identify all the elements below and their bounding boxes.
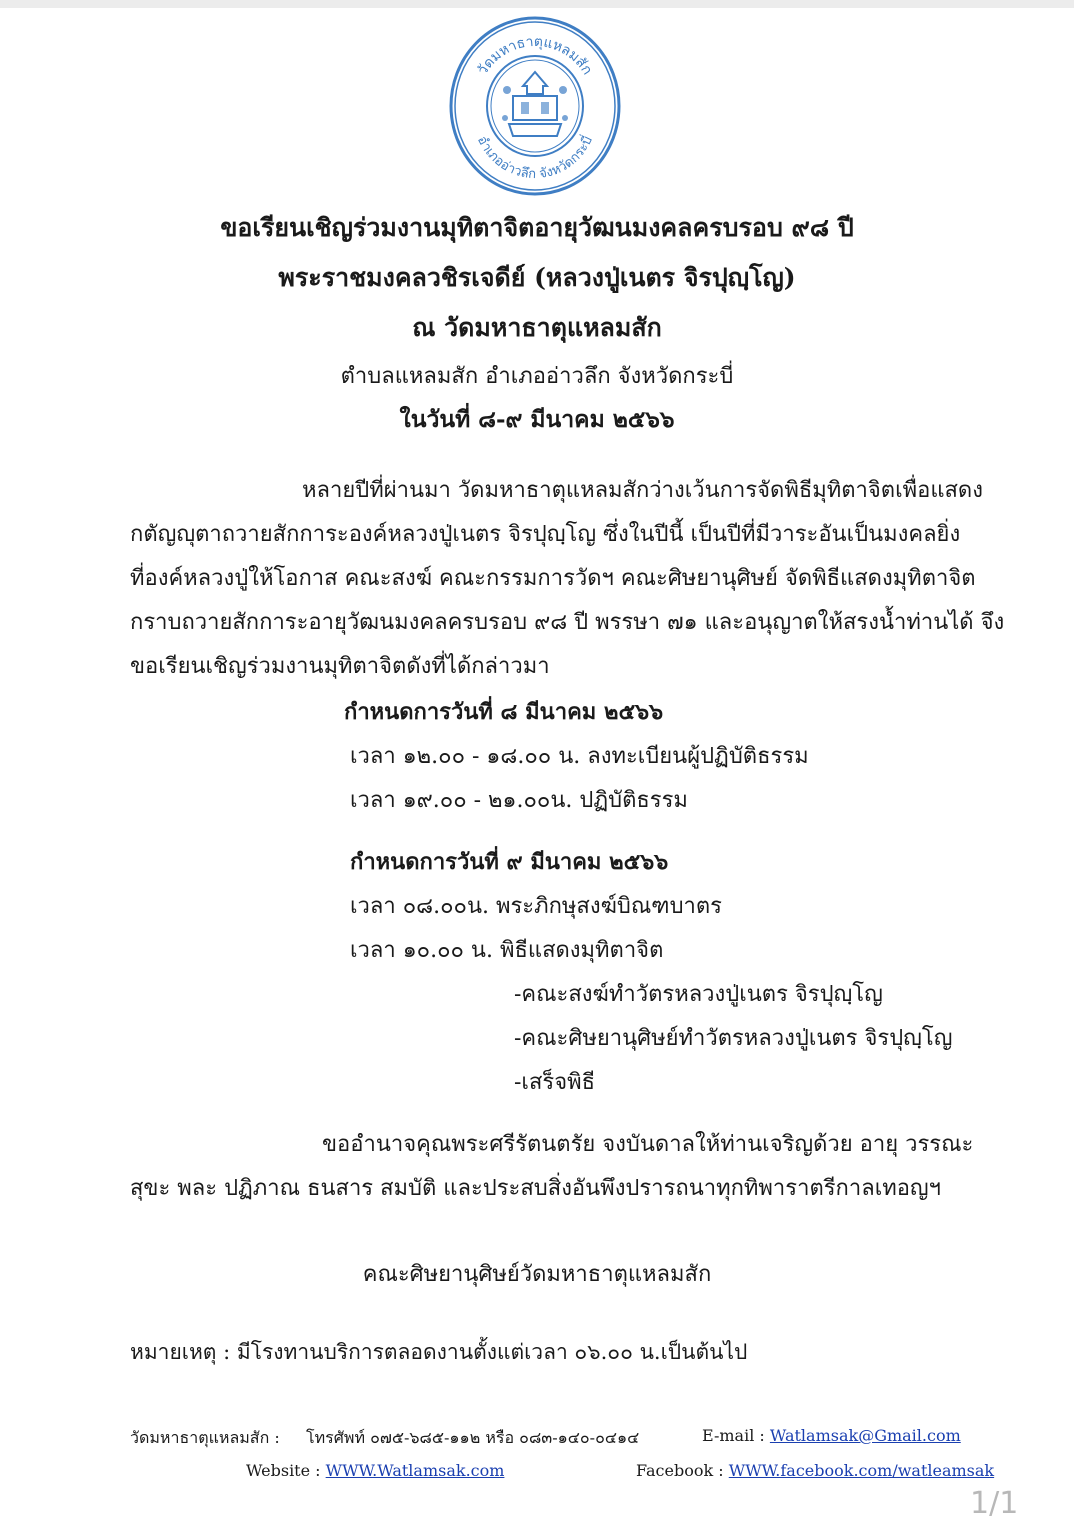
schedule-day2-heading: กำหนดการวันที่ ๙ มีนาคม ๒๕๖๖ [350, 849, 669, 875]
address-line: ตำบลแหลมสัก อำเภออ่าวลึก จังหวัดกระบี่ [340, 364, 734, 389]
body-line-2: กตัญญุตาถวายสักการะองค์หลวงปู่เนตร จิรปุญฺโญ ซึ่งในปีนี้ เป็นปีที่มีวาระอันเป็นมงคลยิ่ง [130, 522, 961, 547]
body-line-1: หลายปีที่ผ่านมา วัดมหาธาตุแหลมสักว่างเว้นการจัดพิธีมุทิตาจิตเพื่อแสดง [302, 478, 983, 503]
temple-seal [447, 14, 623, 198]
viewer-top-bar [0, 0, 1074, 8]
website-label: Website : [246, 1461, 326, 1480]
invitation-title: ขอเรียนเชิญร่วมงานมุทิตาจิตอายุวัฒนมงคลครบรอบ ๙๘ ปี [220, 213, 854, 242]
body-line-3: ที่องค์หลวงปู่ให้โอกาส คณะสงฆ์ คณะกรรมการวัดฯ คณะศิษยานุศิษย์ จัดพิธีแสดงมุทิตาจิต [130, 566, 976, 591]
schedule-item: เวลา ๑๒.๐๐ - ๑๘.๐๐ น. ลงทะเบียนผู้ปฏิบัติธรรม [350, 744, 809, 769]
note: หมายเหตุ : มีโรงทานบริการตลอดงานตั้งแต่เวลา ๐๖.๐๐ น.เป็นต้นไป [130, 1340, 748, 1364]
footer-phone: โทรศัพท์ ๐๗๕-๖๘๕-๑๑๒ หรือ ๐๘๓-๑๔๐-๐๔๑๔ [306, 1428, 640, 1447]
footer-website [246, 1461, 504, 1480]
body-line-4: กราบถวายสักการะอายุวัฒนมงคลครบรอบ ๙๘ ปี พรรษา ๗๑ และอนุญาตให้สรงน้ำท่านได้ จึง [130, 610, 1005, 635]
body-line-5: ขอเรียนเชิญร่วมงานมุทิตาจิตดังที่ได้กล่าวมา [130, 654, 550, 679]
email-label: E-mail : [702, 1426, 770, 1445]
schedule-subitem: -คณะสงฆ์ทำวัตรหลวงปู่เนตร จิรปุญฺโญ [514, 982, 883, 1007]
schedule-item: เวลา ๐๘.๐๐น. พระภิกษุสงฆ์บิณฑบาตร [350, 894, 722, 919]
venue-line: ณ วัดมหาธาตุแหลมสัก [412, 313, 662, 342]
schedule-item: เวลา ๑๙.๐๐ - ๒๑.๐๐น. ปฏิบัติธรรม [350, 788, 688, 813]
blessing-line-1: ขออำนาจคุณพระศรีรัตนตรัย จงบันดาลให้ท่านเจริญด้วย อายุ วรรณะ [322, 1132, 974, 1157]
svg-text:อำเภออ่าวลึก จังหวัดกระบี่ [474, 133, 596, 182]
footer-org: วัดมหาธาตุแหลมสัก : [130, 1428, 280, 1447]
schedule-subitem: -คณะศิษยานุศิษย์ทำวัตรหลวงปู่เนตร จิรปุญฺโญ [514, 1026, 953, 1051]
facebook-link[interactable]: WWW.facebook.com/watleamsak [728, 1461, 995, 1480]
schedule-item: เวลา ๑๐.๐๐ น. พิธีแสดงมุทิตาจิต [350, 938, 664, 963]
footer-email [702, 1426, 961, 1445]
schedule-subitem: -เสร็จพิธี [514, 1070, 596, 1095]
facebook-label: Facebook : [636, 1461, 729, 1480]
page-indicator: 1/1 [970, 1486, 1019, 1521]
date-line: ในวันที่ ๘-๙ มีนาคม ๒๕๖๖ [399, 406, 675, 433]
signature: คณะศิษยานุศิษย์วัดมหาธาตุแหลมสัก [362, 1262, 712, 1287]
website-link[interactable]: WWW.Watlamsak.com [325, 1461, 505, 1480]
schedule-day1-heading: กำหนดการวันที่ ๘ มีนาคม ๒๕๖๖ [344, 699, 664, 725]
seal-bottom-text: อำเภออ่าวลึก จังหวัดกระบี่ [473, 133, 596, 183]
footer-facebook [636, 1461, 994, 1480]
monk-name: พระราชมงคลวชิรเจดีย์ (หลวงปู่เนตร จิรปุญฺโญ) [278, 263, 796, 292]
email-link[interactable]: Watlamsak@Gmail.com [769, 1426, 961, 1445]
seal-top-text: วัดมหาธาตุแหลมสัก [474, 33, 596, 78]
blessing-line-2: สุขะ พละ ปฏิภาณ ธนสาร สมบัติ และประสบสิ่งอันพึงปรารถนาทุกทิพาราตรีกาลเทอญฯ [130, 1176, 942, 1201]
